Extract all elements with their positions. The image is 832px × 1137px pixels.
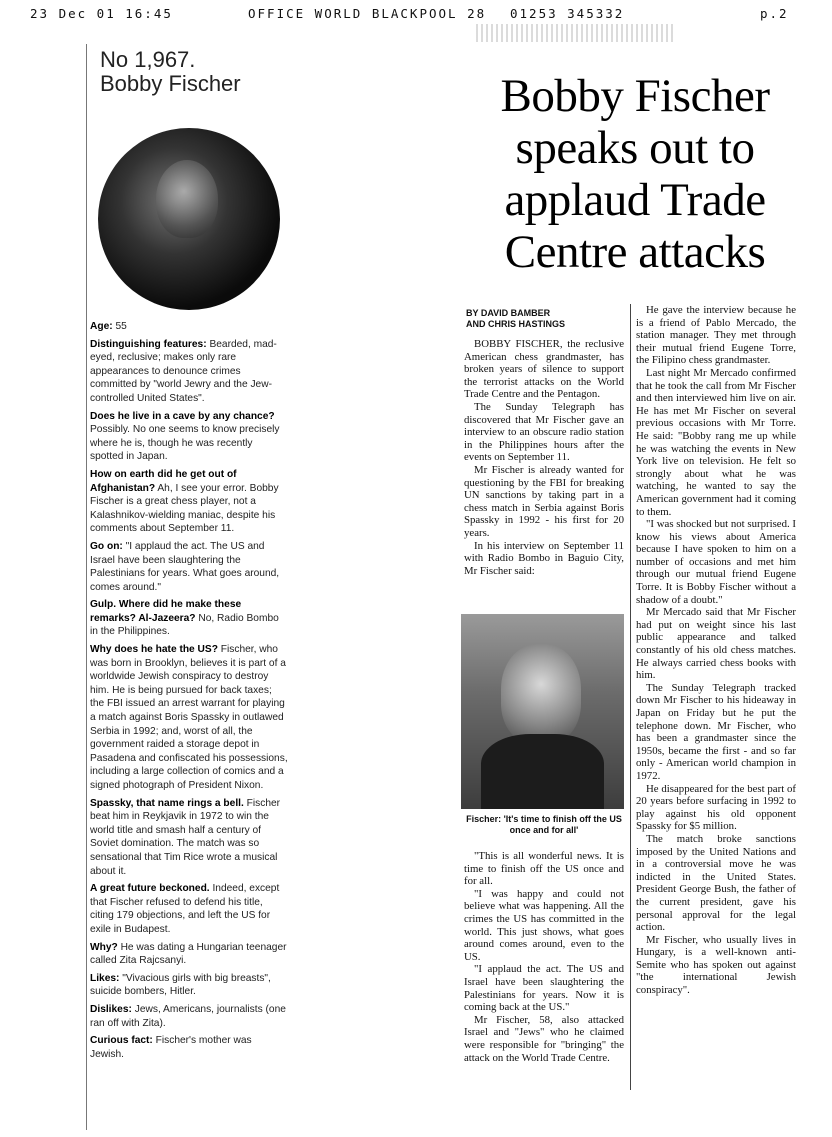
sidebar-answer: Fischer, who was born in Brooklyn, believes it is part of a worldwide Jewish conspiracy to destroy him. He is being pursued for back taxes; the FBI issued an arrest warrant for playing a match against Boris Spassky in outlawed Serbia in 1992; and, worst of all, the government raided a storage depot in Pasadena and confiscated his possessions, including a large collection of comics and a signed photograph of President Nixon.	[90, 644, 288, 791]
sidebar-answer: "Vivacious girls with big breasts", suicide bombers, Hitler.	[90, 972, 271, 998]
sidebar-name: Bobby Fischer	[100, 71, 241, 96]
sidebar-question: Does he live in a cave by any chance?	[90, 410, 275, 422]
sidebar-qa	[90, 320, 288, 1065]
sidebar-item	[90, 882, 288, 936]
sidebar-item	[90, 1003, 288, 1030]
sidebar-question: How on earth did he get out of Afghanistan?	[90, 468, 237, 494]
sidebar-item	[90, 338, 288, 406]
sidebar-question: Age:	[90, 321, 113, 332]
article-paragraph: The match broke sanctions imposed by the United Nations and in a controversial move he was indicted in the United States. President George Bush, the father of the current president, gave his personal approval for the legal action.	[636, 832, 796, 934]
fax-page-number: p.2	[760, 6, 789, 21]
sidebar-question: Dislikes:	[90, 1003, 132, 1015]
article-paragraph: He gave the interview because he is a friend of Pablo Mercado, the station manager. They met through their mutual friend Eugene Torre, the Filipino chess grandmaster.	[636, 304, 796, 367]
sidebar-item	[90, 797, 288, 879]
article-column-2	[636, 304, 796, 997]
sidebar-answer: Indeed, except that Fischer refused to defend his title, citing 179 objections, and left the US for exile in Budapest.	[90, 883, 280, 935]
sidebar-answer: He was dating a Hungarian teenager called Zita Rajcsanyi.	[90, 941, 287, 967]
fischer-photo	[461, 614, 624, 809]
sidebar-item	[90, 540, 288, 594]
fax-sender: OFFICE WORLD BLACKPOOL 28	[248, 6, 487, 21]
sidebar-item	[90, 320, 288, 334]
article-paragraph: He disappeared for the best part of 20 years before surfacing in 1992 to play against his old opponent Spassky for $5 million.	[636, 782, 796, 833]
article-column-1-continued	[464, 850, 624, 1064]
sidebar-title	[100, 48, 241, 96]
article-paragraph: Last night Mr Mercado confirmed that he took the call from Mr Fischer and then interviewed him live on air. He has met Mr Fischer on several previous occasions with Mr Torre. He said: "Bobby rang me up while he was watching the events in New York live on television. He felt so strongly about what he was watching, he wanted to say the American government had it coming to them.	[636, 366, 796, 518]
article-paragraph: Mr Mercado said that Mr Fischer had put on weight since his last public appearance and talked constantly of his old chess matches. He always carried chess books with him.	[636, 606, 796, 682]
byline-author-2: AND CHRIS HASTINGS	[466, 318, 566, 329]
sidebar-item	[90, 972, 288, 999]
byline	[466, 308, 626, 329]
fax-noise-strip	[476, 24, 676, 42]
sidebar-answer: Bearded, mad-eyed, reclusive; makes only rare appearances to denounce crimes committed by "world Jewry and the Jew-controlled United States".	[90, 338, 277, 404]
sidebar-number: No 1,967.	[100, 47, 196, 72]
article-paragraph: "I was happy and could not believe what was happening. All the crimes the US has committed in the world. This just shows, what goes around comes around, even to the US.	[464, 887, 624, 963]
photo-caption: Fischer: 'It's time to finish off the US once and for all'	[466, 814, 622, 835]
sidebar-question: Go on:	[90, 540, 123, 552]
article-paragraph: "This is all wonderful news. It is time to finish off the US once and for all.	[464, 850, 624, 888]
sidebar-answer: Fischer's mother was Jewish.	[90, 1035, 252, 1060]
sidebar-item	[90, 941, 288, 968]
headline: Bobby Fischer speaks out to applaud Trade Centre attacks	[500, 70, 770, 278]
sidebar-answer: "I applaud the act. The US and Israel have been slaughtering the Palestinians for years. What goes around, comes around."	[90, 540, 280, 593]
fax-date: 23 Dec 01 16:45	[30, 6, 173, 21]
article-paragraph: The Sunday Telegraph has discovered that Mr Fischer gave an interview to an obscure radio station in the Philippines hours after the events on September 11.	[464, 400, 624, 464]
sidebar-item	[90, 468, 288, 536]
sidebar-answer: Ah, I see your error. Bobby Fischer is a great chess player, not a Kalashnikov-wielding maniac, despite his comments about September 11.	[90, 482, 279, 535]
article-paragraph: Mr Fischer is already wanted for questioning by the FBI for breaking UN sanctions by taking part in a chess match in Serbia against Boris Spassky in 1992 - his first for 20 years.	[464, 463, 624, 539]
sidebar-answer: Possibly. No one seems to know precisely where he is, though he was recently spotted in Japan.	[90, 424, 280, 463]
article-paragraph: Mr Fischer, who usually lives in Hungary, is a well-known anti-Semite who has spoken out against "the international Jewish conspiracy".	[636, 933, 796, 997]
portrait-photo	[98, 128, 280, 310]
sidebar-question: A great future beckoned.	[90, 883, 210, 895]
sidebar-question: Gulp. Where did he make these remarks? Al-Jazeera?	[90, 599, 242, 624]
article-paragraph: "I was shocked but not surprised. I know his views about America because I have spoken to him on a number of occasions and met him through our mutual friend Eugene Torre. It is Bobby Fischer without a shadow of a doubt."	[636, 518, 796, 606]
sidebar-item	[90, 643, 288, 793]
column-divider	[630, 304, 631, 1090]
sidebar-item	[90, 598, 288, 639]
article-paragraph: In his interview on September 11 with Radio Bombo in Baguio City, Mr Fischer said:	[464, 539, 624, 577]
sidebar-question: Likes:	[90, 972, 120, 984]
sidebar-question: Why?	[90, 941, 118, 953]
article-column-1	[464, 338, 624, 577]
sidebar-answer: Jews, Americans, journalists (one ran off with Zita).	[90, 1003, 286, 1029]
article-paragraph: "I applaud the act. The US and Israel have been slaughtering the Palestinians for years. Now it is coming back at the US."	[464, 963, 624, 1014]
sidebar-answer: 55	[112, 321, 127, 332]
sidebar-item	[90, 1034, 288, 1061]
byline-author-1: BY DAVID BAMBER	[466, 308, 551, 318]
article-paragraph: The Sunday Telegraph tracked down Mr Fischer to his hideaway in Japan on Friday but he put the telephone down. Mr Fischer, who has been a grandmaster since the 1950s, became the first - and so far only - American world champion in 1972.	[636, 681, 796, 782]
sidebar-answer: Fischer beat him in Reykjavik in 1972 to win the world title and smash half a century of Soviet domination. The match was so sensational that Tim Rice wrote a musical about it.	[90, 797, 281, 877]
sidebar-item	[90, 410, 288, 464]
sidebar-answer: No, Radio Bombo in the Philippines.	[90, 612, 279, 638]
sidebar-question: Curious fact:	[90, 1035, 153, 1047]
fax-phone: 01253 345332	[510, 6, 625, 21]
sidebar-question: Why does he hate the US?	[90, 644, 218, 656]
article-paragraph: BOBBY FISCHER, the reclusive American chess grandmaster, has broken years of silence to support the terrorist attacks on the World Trade Centre and the Pentagon.	[464, 338, 624, 401]
sidebar-question: Spassky, that name rings a bell.	[90, 797, 244, 809]
sidebar-question: Distinguishing features:	[90, 338, 207, 350]
article-paragraph: Mr Fischer, 58, also attacked Israel and "Jews" who he claimed were responsible for "bringing" the attack on the World Trade Centre.	[464, 1013, 624, 1064]
